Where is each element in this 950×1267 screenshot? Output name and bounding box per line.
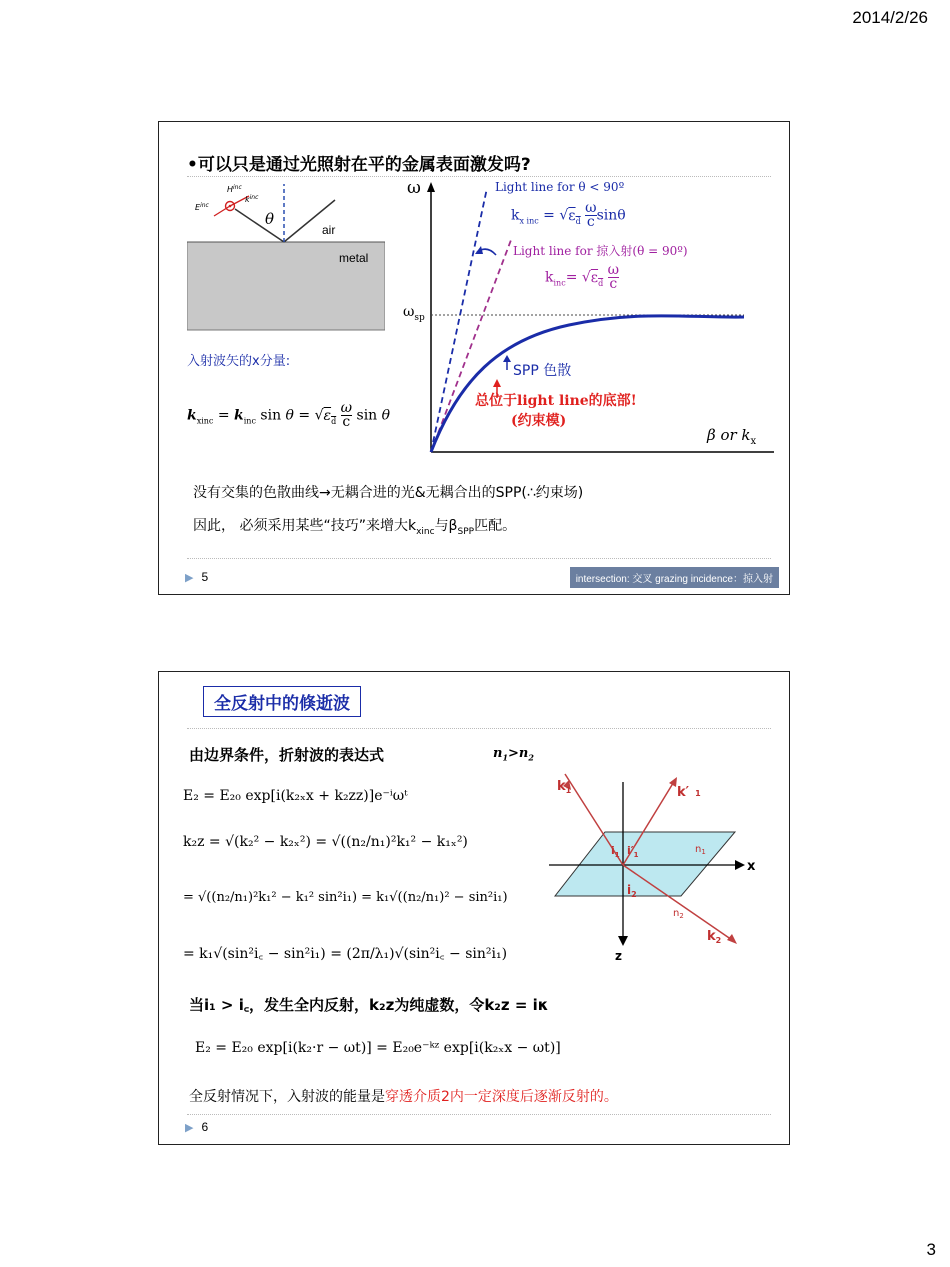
vocab-tag: intersection: 交叉 grazing incidence：掠入射 <box>570 567 779 588</box>
equation-3: = √((n₂/n₁)²k₁² − k₁² sin²i₁) = k₁√((n₂/n₁)² − sin²i₁) <box>183 890 508 905</box>
header-date: 2014/2/26 <box>852 8 928 27</box>
footer-divider <box>187 1114 771 1115</box>
incidence-diagram-svg <box>187 182 385 332</box>
light-line-grazing <box>431 240 511 452</box>
no-intersection-text: 没有交集的色散曲线→无耦合进的光&无耦合出的SPP(∴约束场) <box>193 485 584 501</box>
spp-dispersion-label: SPP 色散 <box>513 363 572 379</box>
light-line-theta <box>431 188 487 452</box>
below-line-arrow-head <box>493 379 501 387</box>
total-reflection-condition: 当i₁ > i꜀，发生全内反射，k₂z为纯虚数，令k₂z = iκ <box>189 996 549 1014</box>
z-label: z <box>615 949 622 963</box>
light-line-grazing-label: Light line for 掠入射(θ = 90º) <box>513 244 688 258</box>
light-line-pointer-head <box>475 246 483 254</box>
slide-5 <box>158 121 790 595</box>
k-label: $k^{inc}$ <box>245 194 259 204</box>
footer-divider <box>187 558 771 559</box>
e-label: $E^{inc}$ <box>195 202 209 212</box>
slide-number: ▶ 5 <box>185 570 209 584</box>
refraction-diagram <box>519 770 759 970</box>
i1-prime-label: $i'_1$ <box>627 844 639 859</box>
kx-inc-formula: $k_{x inc} = √\varepsilon_d$ $\frac{\omega}{c}$ sinθ <box>511 200 626 230</box>
bound-mode-text: (约束模) <box>511 413 567 429</box>
slide-6 <box>158 671 790 1145</box>
equation-4: = k₁√(sin²i꜀ − sin²i₁) = (2π/λ₁)√(sin²i꜀ − sin²i₁) <box>183 946 508 962</box>
n1-label: $n_1$ <box>695 844 706 856</box>
k2-arrow-head <box>727 934 737 944</box>
omega-label: ω <box>407 178 421 198</box>
x-label: x <box>747 859 756 874</box>
matching-text: 因此， 必须采用某些“技巧”来增大$k_{xinc}$与$\beta_{SPP}$匹配。 <box>193 518 517 537</box>
title-divider <box>187 176 771 177</box>
x-axis-arrow <box>735 860 745 870</box>
light-line-theta-label: Light line for θ < 90º <box>495 180 625 194</box>
omega-sp-label: $\omega_{sp}$ <box>403 304 425 323</box>
slide-title: 全反射中的倏逝波 <box>203 686 361 717</box>
refraction-diagram-svg <box>519 770 759 970</box>
k1-label: $k_1$ <box>557 779 572 795</box>
spp-arrow-head <box>503 355 511 362</box>
slide-number: ▶ 6 <box>185 1120 209 1134</box>
air-label: air <box>322 223 336 237</box>
equation-1: E₂ = E₂₀ exp[i(k₂ₓx + k₂zz)]e⁻ⁱωᵗ <box>183 788 408 804</box>
n2-label: $n_2$ <box>673 908 684 920</box>
k1p-arrow-head <box>669 777 677 787</box>
bullet-triangle-icon: ▶ <box>185 572 194 584</box>
k1-prime-label: k′ 1 <box>677 785 701 800</box>
z-axis-arrow <box>618 936 628 946</box>
title-divider <box>187 728 771 729</box>
x-axis-label: β or $k_x$ <box>707 426 757 447</box>
boundary-condition-text: 由边界条件，折射波的表达式 <box>189 746 385 764</box>
equation-5: E₂ = E₂₀ exp[i(k₂·r − ωt)] = E₂₀e⁻ᵏᶻ exp[i(k₂ₓx − ωt)] <box>195 1040 561 1056</box>
kx-formula: $k_{xinc} = k_{inc}$ $\sin \theta = √\varepsilon_d$ $\frac{\omega}{c}$ sin θ <box>187 400 391 430</box>
theta-label: θ <box>265 210 275 228</box>
page-number: 3 <box>926 1240 936 1259</box>
h-label: $H^{inc}$ <box>227 184 242 194</box>
incidence-diagram <box>187 182 385 332</box>
incident-ray <box>235 209 284 242</box>
metal-label: metal <box>339 251 369 265</box>
e-field-arrow <box>214 206 230 216</box>
k2-label: $k_2$ <box>707 929 722 945</box>
n1-gt-n2: $n_1>n_2$ <box>493 746 534 763</box>
equation-2: k₂z = √(k₂² − k₂ₓ²) = √((n₂/n₁)²k₁² − k₁ₓ²) <box>183 834 468 850</box>
dispersion-graph <box>399 180 779 455</box>
below-light-line-text: 总位于light line的底部! <box>475 393 637 409</box>
interface-plane <box>555 832 735 896</box>
bullet-triangle-icon: ▶ <box>185 1122 194 1134</box>
i2-label: $i_2$ <box>627 883 637 899</box>
incident-kx-label: 入射波矢的x分量: <box>187 354 291 369</box>
i1-label: $i_1$ <box>611 844 620 859</box>
slide-title: •可以只是通过光照射在平的金属表面激发吗? <box>187 155 531 175</box>
conclusion-text: 全反射情况下，入射波的能量是穿透介质2内一定深度后逐渐反射的。 <box>189 1089 618 1105</box>
spp-dispersion-curve <box>431 316 744 452</box>
kinc-formula: $k_{inc}= √\varepsilon_d$ $\frac{\omega}{c}$ <box>545 262 620 292</box>
y-axis-arrow <box>427 182 435 192</box>
